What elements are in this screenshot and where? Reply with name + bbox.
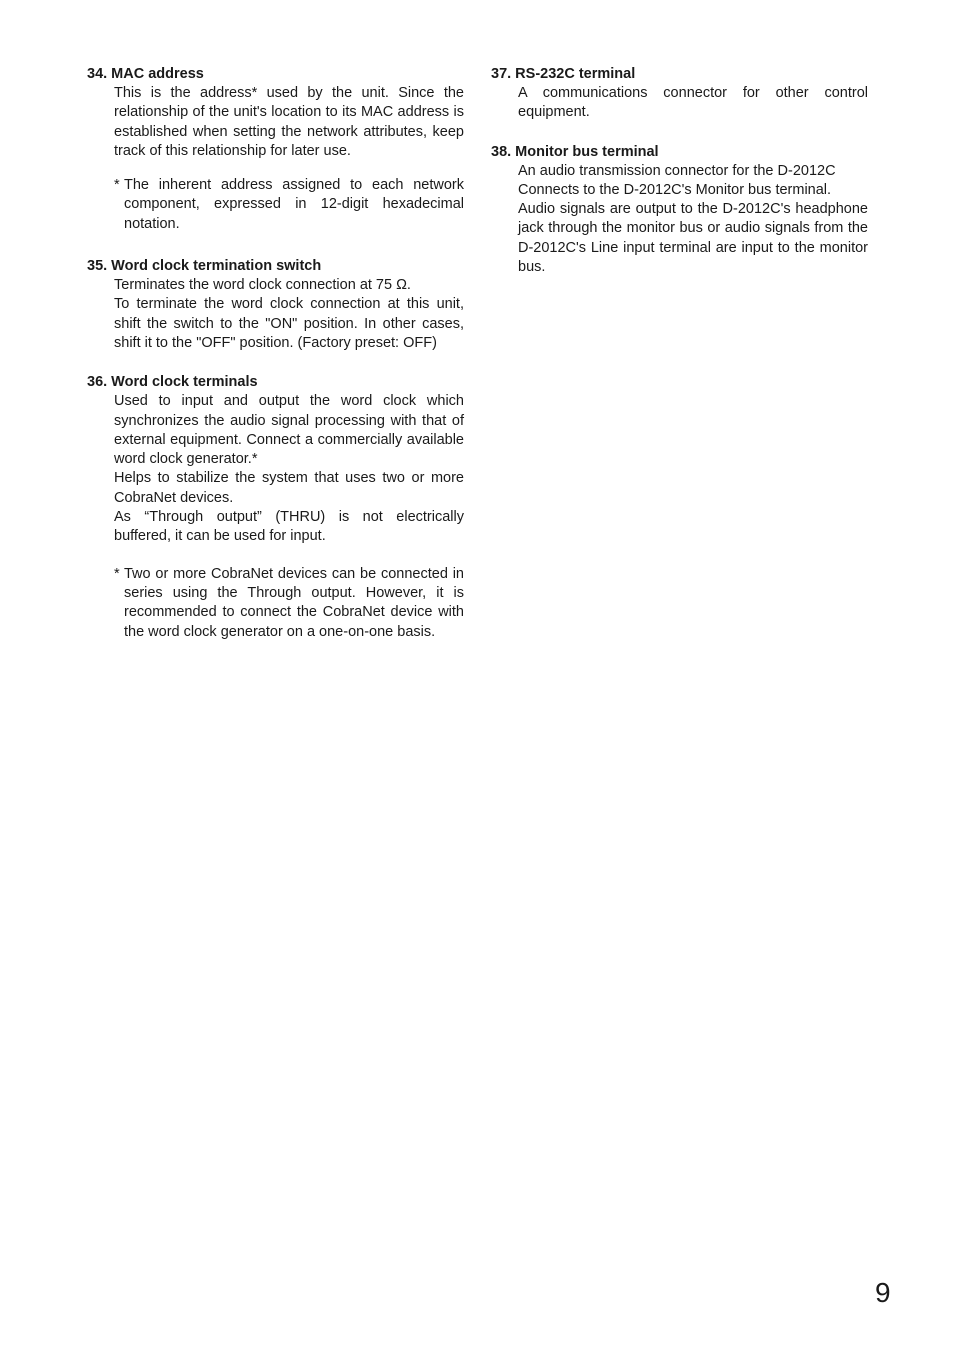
paragraph: Helps to stabilize the system that uses two or more CobraNet devices.	[114, 470, 464, 506]
paragraph: Used to input and output the word clock which synchronizes the audio signal processing with that of external equipment. Connect a commercially available word clock generator.*	[114, 393, 464, 468]
footnote	[114, 565, 464, 642]
section-body	[87, 276, 464, 353]
left-column	[87, 65, 464, 662]
section-monitor-bus-terminal	[491, 143, 868, 278]
section-body	[491, 162, 868, 278]
paragraph: Audio signals are output to the D-2012C's headphone jack through the monitor bus or audio signals from the D-2012C's Line input terminal are input to the monitor bus.	[518, 201, 868, 276]
section-body	[87, 392, 464, 642]
footnote-mark: *	[114, 177, 120, 194]
paragraph: As “Through output” (THRU) is not electrically buffered, it can be used for input.	[114, 509, 464, 545]
paragraph: To terminate the word clock connection at this unit, shift the switch to the "ON" position. In other cases, shift it to the "OFF" position. (Factory preset: OFF)	[114, 296, 464, 351]
right-column	[491, 65, 868, 297]
section-heading: 34. MAC address	[87, 66, 204, 82]
footnote-text: Two or more CobraNet devices can be connected in series using the Through output. However, it is recommended to connect the CobraNet device with the word clock generator on a one-on-one basis.	[124, 565, 464, 640]
footnote-text: The inherent address assigned to each network component, expressed in 12-digit hexadecimal notation.	[124, 177, 464, 232]
page-number: 9	[875, 1277, 891, 1308]
section-body	[87, 84, 464, 234]
section-heading: 37. RS-232C terminal	[491, 66, 636, 82]
section-word-clock-terminals	[87, 373, 464, 642]
paragraph: This is the address* used by the unit. Since the relationship of the unit's location to its MAC address is established when setting the network attributes, keep track of this relationship for later use.	[114, 85, 464, 159]
footnote-mark: *	[114, 565, 120, 582]
section-mac-address	[87, 65, 464, 234]
section-body	[491, 84, 868, 123]
section-rs232c-terminal	[491, 65, 868, 123]
section-heading: 38. Monitor bus terminal	[491, 143, 659, 160]
section-heading: 35. Word clock termination switch	[87, 258, 322, 275]
paragraph: A communications connector for other control equipment.	[518, 85, 868, 121]
section-heading: 36. Word clock terminals	[87, 374, 258, 391]
paragraph: Terminates the word clock connection at 75 Ω.	[114, 277, 411, 294]
section-word-clock-termination-switch	[87, 257, 464, 353]
footnote	[114, 176, 464, 234]
paragraph: An audio transmission connector for the D-2012C	[518, 162, 836, 179]
paragraph: Connects to the D-2012C's Monitor bus terminal.	[518, 181, 832, 198]
